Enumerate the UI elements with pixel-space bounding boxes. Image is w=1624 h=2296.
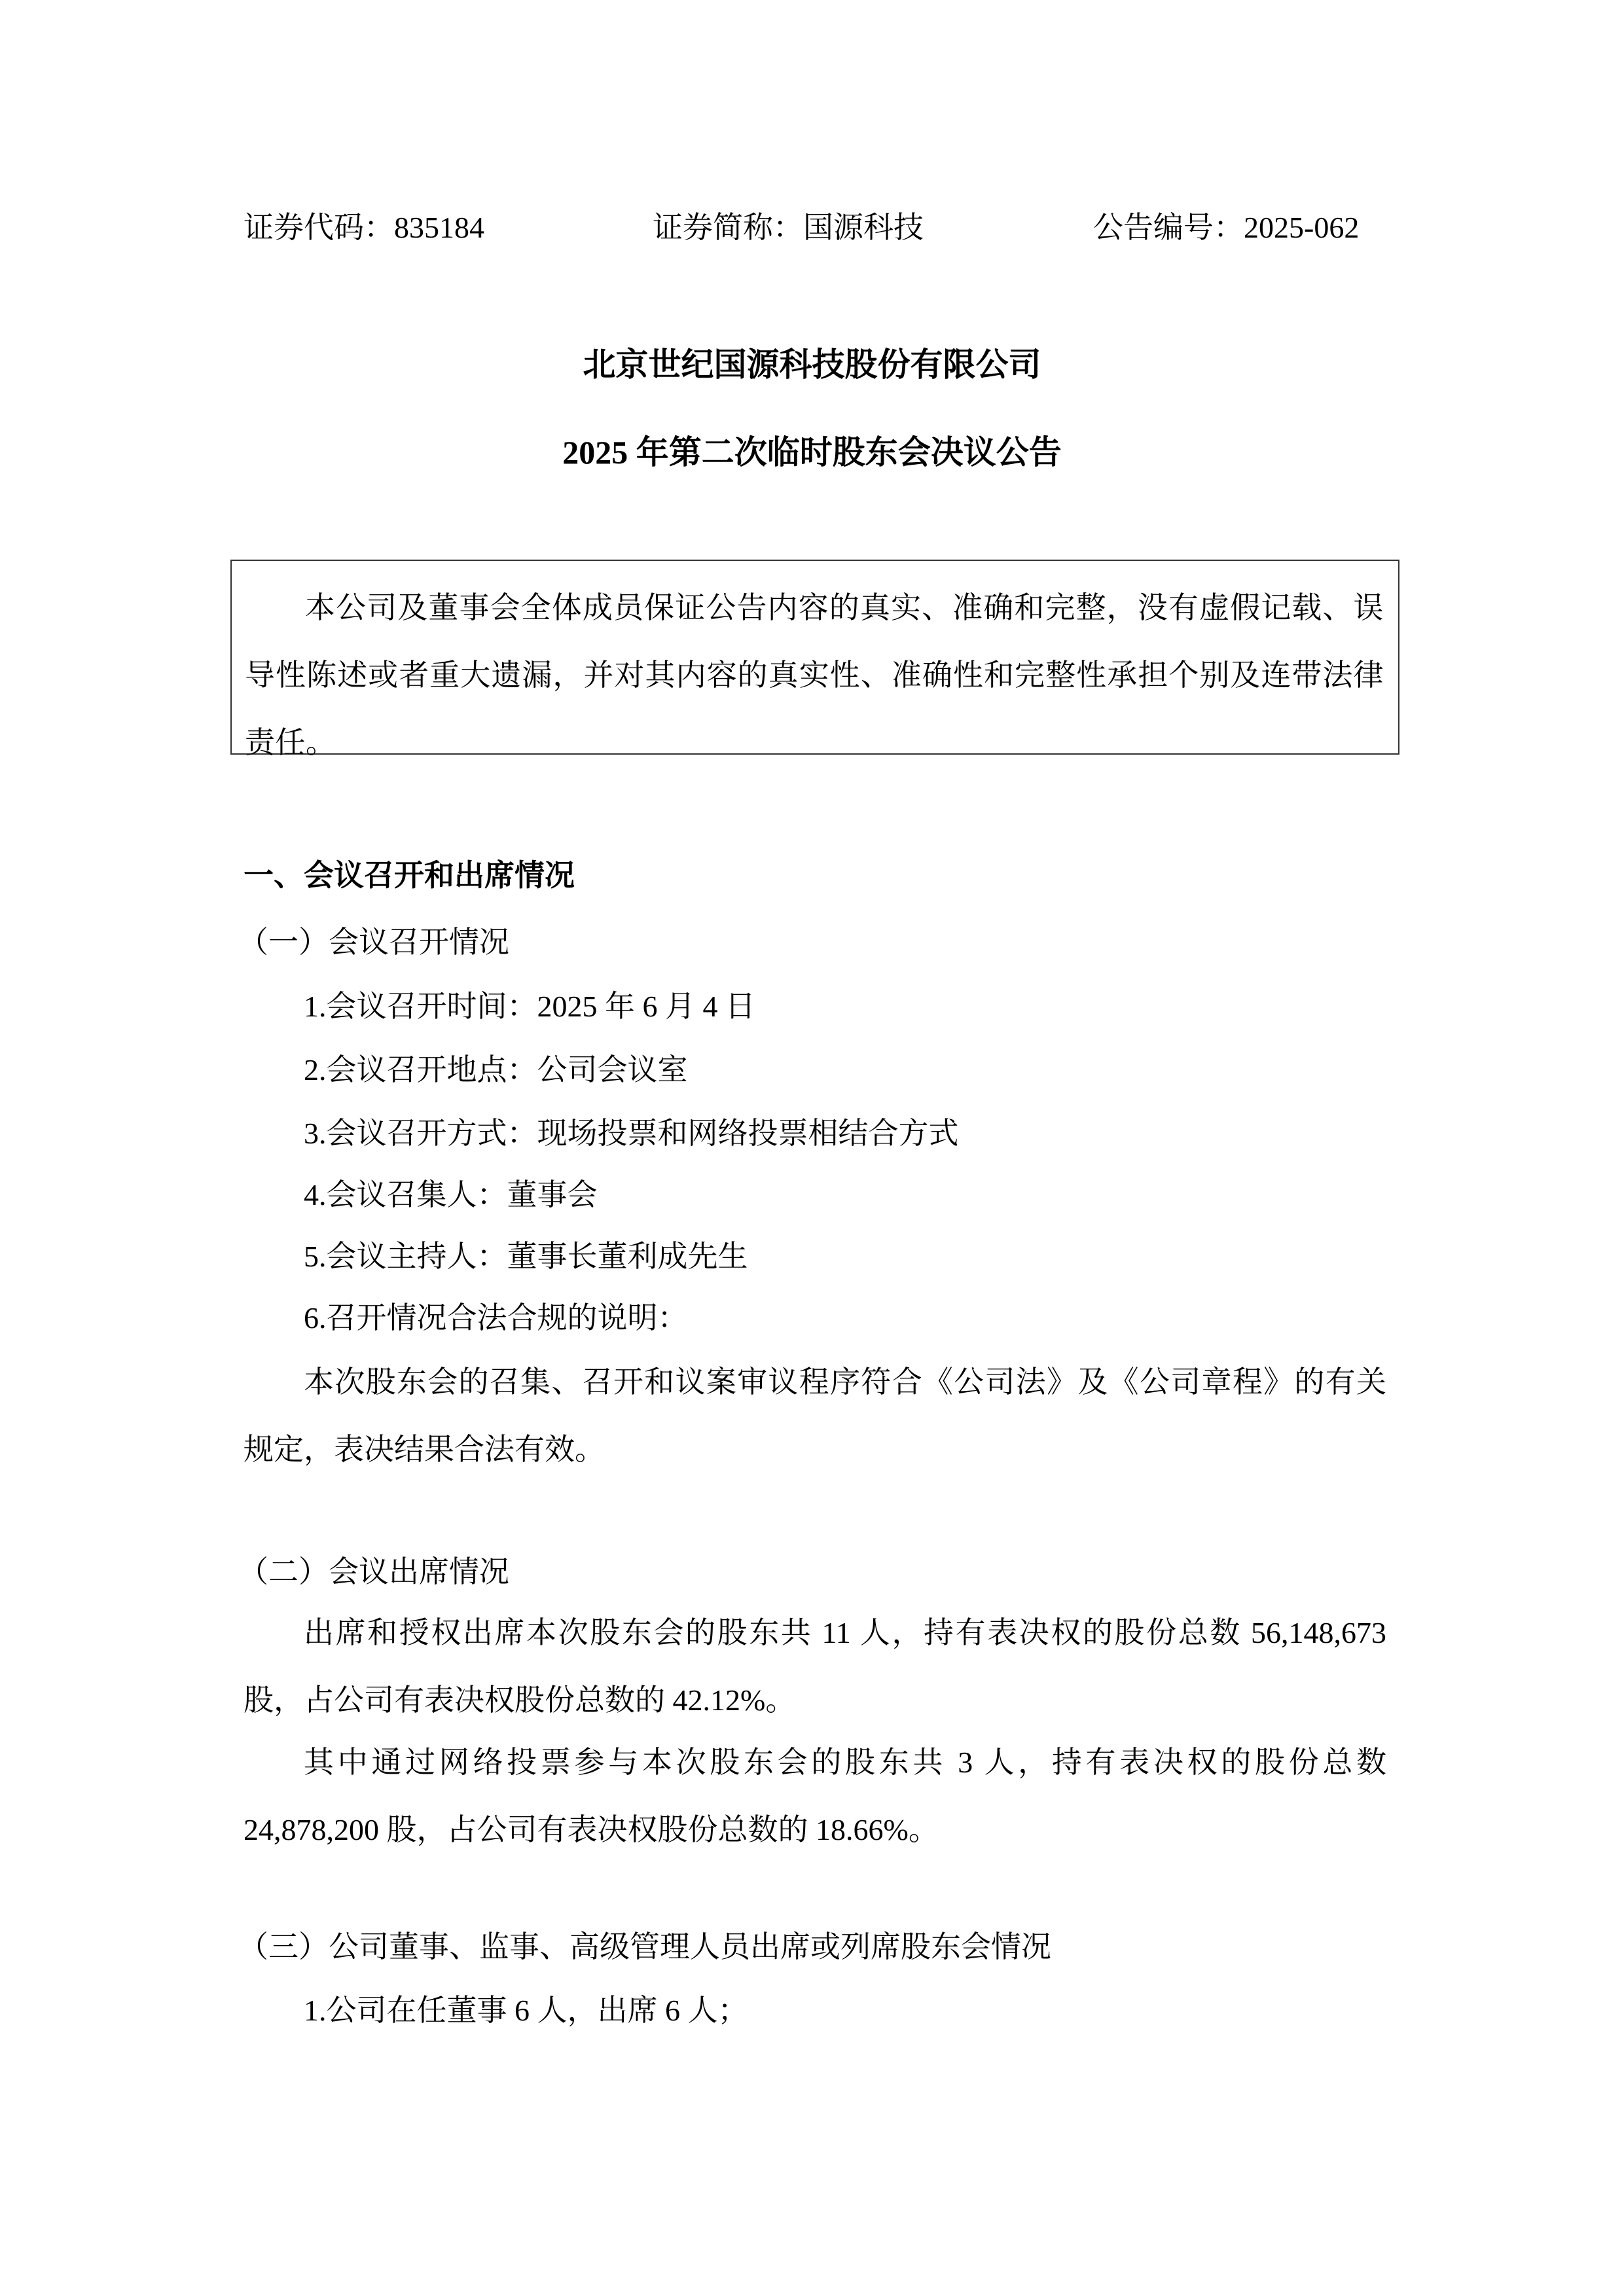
attendance-online-paragraph: 其中通过网络投票参与本次股东会的股东共 3 人，持有表决权的股份总数 24,878,200 股，占公司有表决权股份总数的 18.66%。	[244, 1746, 1386, 1846]
meeting-location: 2.会议召开地点：公司会议室	[304, 1053, 688, 1086]
compliance-statement: 本次股东会的召集、召开和议案审议程序符合《公司法》及《公司章程》的有关规定，表决结果合法有效。	[244, 1365, 1386, 1466]
directors-attendance: 1.公司在任董事 6 人，出席 6 人；	[304, 1994, 748, 2027]
meeting-method: 3.会议召开方式：现场投票和网络投票相结合方式	[304, 1117, 959, 1150]
meeting-time: 1.会议召开时间：2025 年 6 月 4 日	[304, 990, 755, 1023]
subsection-heading-directors: （三）公司董事、监事、高级管理人员出席或列席股东会情况	[238, 1930, 1051, 1964]
subsection-heading-convening: （一）会议召开情况	[238, 925, 509, 959]
meeting-host: 5.会议主持人：董事长董利成先生	[304, 1240, 748, 1273]
stock-code: 证券代码：835184	[244, 211, 484, 244]
announcement-subject-title: 2025 年第二次临时股东会决议公告	[562, 434, 1062, 471]
responsibility-notice-text: 本公司及董事会全体成员保证公告内容的真实、准确和完整，没有虚假记载、误导性陈述或者重大遗漏，并对其内容的真实性、准确性和完整性承担个别及连带法律责任。	[245, 591, 1384, 759]
company-name-title: 北京世纪国源科技股份有限公司	[583, 346, 1041, 383]
announcement-number: 公告编号：2025-062	[1093, 211, 1360, 244]
section-heading-meeting: 一、会议召开和出席情况	[244, 859, 575, 892]
announcement-header	[244, 208, 1389, 247]
meeting-convener: 4.会议召集人：董事会	[304, 1178, 598, 1211]
stock-abbreviation: 证券简称：国源科技	[653, 211, 924, 244]
compliance-label: 6.召开情况合法合规的说明：	[304, 1301, 688, 1335]
subsection-heading-attendance: （二）会议出席情况	[238, 1555, 509, 1588]
attendance-total-paragraph: 出席和授权出席本次股东会的股东共 11 人，持有表决权的股份总数 56,148,673 股，占公司有表决权股份总数的 42.12%。	[244, 1616, 1386, 1717]
responsibility-notice-box	[230, 560, 1399, 759]
